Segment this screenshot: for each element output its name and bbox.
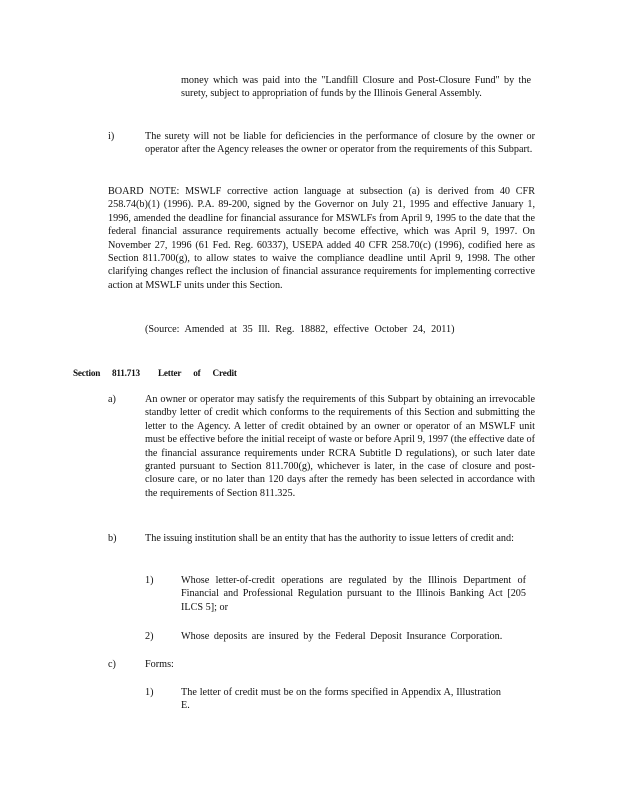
item-c1-text: The letter of credit must be on the forms specified in Appendix A, Illustration E.	[181, 687, 501, 712]
section-label: Section	[73, 368, 101, 378]
section-title: Letter of Credit	[158, 368, 237, 378]
item-c-text: Forms:	[145, 659, 174, 670]
item-a-text: An owner or operator may satisfy the requirements of this Subpart by obtaining an irrevocable standby letter of credit which conforms to the requirements of this Section and submitting the letter to the Agency. A letter of credit obtained by an owner or operator of an MSWLF unit must be effective before the initial receipt of waste or before April 9, 1997 (the effective date of the financial assurance requirements under RCRA Subtitle D regulations), or such later date granted pursuant to Section 811.700(g), whichever is later, in the case of closure and post-closure care, or no later than 120 days after the remedy has been selected in accordance with the requirements of Section 811.325.	[145, 394, 535, 499]
item-b1-label: 1)	[145, 575, 154, 586]
section-number: 811.713	[112, 368, 140, 378]
continuation-paragraph: money which was paid into the "Landfill Closure and Post-Closure Fund" by the surety, subject to appropriation of funds by the Illinois General Assembly.	[181, 75, 531, 100]
item-i-text: The surety will not be liable for deficiencies in the performance of closure by the owner or operator after the Agency releases the owner or operator from the requirements of this Subpart.	[145, 131, 535, 156]
board-note: BOARD NOTE: MSWLF corrective action language at subsection (a) is derived from 40 CFR 258.74(b)(1) (1996). P.A. 89-200, signed by the Governor on July 21, 1995 and effective January 1, 1996, amended the deadline for financial assurance for MSWLFs from April 9, 1995 to the date that the federal financial assurance requirements actually become effective, which was April 9, 1997. On November 27, 1996 (61 Fed. Reg. 60337), USEPA added 40 CFR 258.70(c) (1996), codified here as Section 811.700(g), to allow states to waive the compliance deadline until April 9, 1998. The other clarifying changes reflect the inclusion of financial assurance requirements for implementing corrective action at MSWLF units under this Section.	[108, 186, 535, 291]
item-b2-label: 2)	[145, 631, 154, 642]
source-note: (Source: Amended at 35 Ill. Reg. 18882, effective October 24, 2011)	[145, 324, 455, 335]
item-c-label: c)	[108, 659, 116, 670]
item-i-label: i)	[108, 131, 115, 142]
item-b1-text: Whose letter-of-credit operations are regulated by the Illinois Department of Financial and Professional Regulation pursuant to the Illinois Banking Act [205 ILCS 5]; or	[181, 575, 526, 613]
item-c1-label: 1)	[145, 687, 154, 698]
item-b2-text: Whose deposits are insured by the Federal Deposit Insurance Corporation.	[181, 631, 503, 642]
item-b-label: b)	[108, 533, 117, 544]
item-b-text: The issuing institution shall be an entity that has the authority to issue letters of credit and:	[145, 533, 514, 544]
item-a-label: a)	[108, 394, 116, 405]
